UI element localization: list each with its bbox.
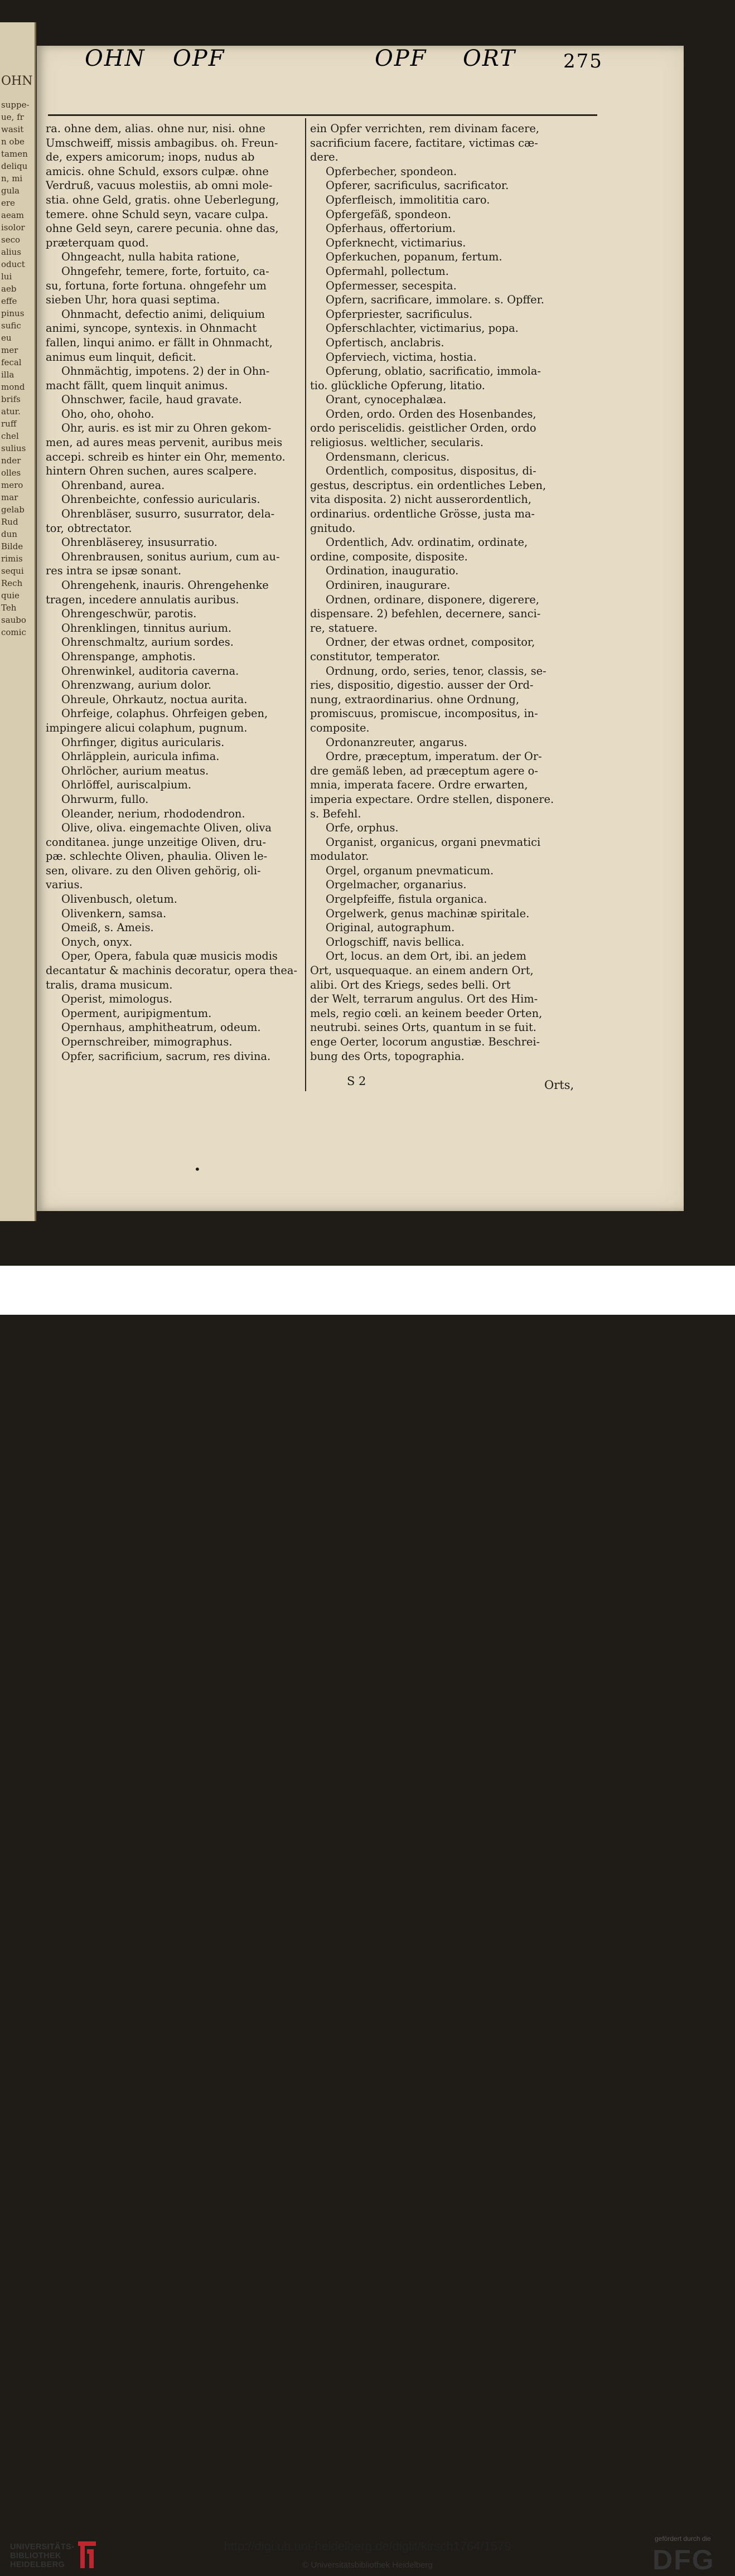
dictionary-line: Orlogschiff, navis bellica.: [326, 935, 465, 948]
dictionary-line: conditanea. junge unzeitige Oliven, dru-: [46, 835, 267, 849]
institution-line-1: UNIVERSITÄTS-: [10, 2543, 75, 2551]
dictionary-line: Ohrenspange, amphotis.: [61, 650, 196, 663]
dictionary-line: Orfe, orphus.: [326, 821, 399, 835]
margin-fragment: sulius: [1, 443, 26, 453]
running-head-1: OHN: [85, 46, 146, 71]
dictionary-line: bung des Orts, topographia.: [310, 1049, 465, 1063]
margin-fragment: ue, fr: [1, 112, 24, 122]
dictionary-line: Ohngeacht, nulla habita ratione,: [61, 250, 240, 264]
margin-fragment: gelab: [1, 505, 25, 515]
margin-fragment: Teh: [1, 603, 17, 613]
dictionary-line: ries, dispositio, digestio. ausser der Ord-: [310, 679, 534, 692]
dictionary-line: tralis, drama musicum.: [46, 978, 173, 991]
dictionary-line: macht fällt, quem linquit animus.: [46, 379, 228, 392]
dictionary-line: Ohrenband, aurea.: [61, 478, 165, 492]
dictionary-line: Ohngefehr, temere, forte, fortuito, ca-: [61, 264, 269, 278]
dictionary-line: enge Oerter, locorum angustiæ. Beschrei-: [310, 1035, 540, 1048]
dictionary-line: dre gemäß leben, ad præceptum agere o-: [310, 764, 538, 777]
margin-fragment: dun: [1, 529, 17, 539]
institution-line-2: BIBLIOTHEK: [10, 2551, 61, 2560]
dictionary-line: gnitudo.: [310, 521, 356, 535]
dictionary-line: Ohrenzwang, aurium dolor.: [61, 679, 212, 692]
dictionary-line: Opferviech, victima, hostia.: [326, 350, 477, 364]
dictionary-line: Ohrenklingen, tinnitus aurium.: [61, 621, 232, 635]
dictionary-line: dispensare. 2) befehlen, decernere, sanci-: [310, 607, 541, 621]
dictionary-line: Olivenkern, samsa.: [61, 907, 167, 920]
dictionary-line: Opferpriester, sacrificulus.: [326, 307, 473, 321]
catchword: Orts,: [544, 1078, 574, 1092]
dictionary-line: Ohrengeschwür, parotis.: [61, 607, 197, 621]
dictionary-line: Oper, Opera, fabula quæ musicis modis: [61, 950, 278, 963]
margin-fragment: chel: [1, 431, 19, 441]
source-url-link[interactable]: http://digi.ub.uni-heidelberg.de/diglit/kirsch1764/1579: [224, 2539, 511, 2553]
running-head-3: OPF: [375, 46, 427, 71]
margin-fragment: mero: [1, 480, 23, 490]
header-rule: [48, 114, 597, 116]
margin-fragment: n, mi: [1, 173, 23, 183]
dictionary-line: Ohrenbläser, susurro, susurrator, dela-: [61, 507, 275, 521]
dictionary-line: Opferbecher, spondeon.: [326, 164, 457, 178]
margin-fragment: brifs: [1, 394, 21, 404]
dictionary-line: Ohnschwer, facile, haud gravate.: [61, 393, 242, 406]
dictionary-line: Opfer, sacrificium, sacrum, res divina.: [61, 1049, 271, 1063]
dictionary-line: Ohr, auris. es ist mir zu Ohren gekom-: [61, 422, 272, 435]
dictionary-line: imperia expectare. Ordre stellen, disponere.: [310, 792, 554, 806]
dictionary-line: decantatur & machinis decoratur, opera thea-: [46, 964, 298, 977]
dictionary-line: animus eum linquit, deficit.: [46, 350, 196, 364]
dictionary-line: tio. glückliche Opferung, litatio.: [310, 379, 485, 392]
dictionary-line: Opfermesser, secespita.: [326, 279, 457, 292]
margin-fragment: Rech: [1, 578, 23, 588]
dictionary-line: tor, obtrectator.: [46, 521, 132, 535]
scanned-book-spread: [0, 0, 735, 1266]
margin-fragment: quie: [1, 590, 20, 601]
margin-fragment: comic: [1, 627, 26, 637]
margin-fragment: saubo: [1, 615, 26, 625]
copyright-notice: © Universitätsbibliothek Heidelberg: [302, 2560, 433, 2570]
dictionary-line: Ordentlich, Adv. ordinatim, ordinate,: [326, 536, 528, 549]
margin-fragment: Bilde: [1, 541, 23, 551]
dictionary-line: Opferer, sacrificulus, sacrificator.: [326, 179, 509, 192]
dictionary-line: Ort, locus. an dem Ort, ibi. an jedem: [326, 950, 526, 963]
margin-fragment: sequi: [1, 566, 24, 576]
dictionary-line: Umschweiff, missis ambagibus. oh. Freun-: [46, 136, 278, 149]
dictionary-line: Ordnen, ordinare, disponere, digerere,: [326, 593, 539, 606]
margin-fragment: lui: [1, 272, 12, 282]
dictionary-line: modulator.: [310, 850, 369, 863]
dictionary-line: Verdruß, vacuus molestiis, ab omni mole-: [46, 179, 273, 192]
dictionary-line: ein Opfer verrichten, rem divinam facere,: [310, 122, 539, 135]
margin-fragment: pinus: [1, 308, 25, 318]
dictionary-line: Olive, oliva. eingemachte Oliven, oliva: [61, 821, 272, 835]
dictionary-line: Ohrfinger, digitus auricularis.: [61, 735, 225, 749]
margin-fragment: oduct: [1, 259, 25, 269]
dictionary-line: Orgelwerk, genus machinæ spiritale.: [326, 907, 530, 920]
dictionary-line: Operist, mimologus.: [61, 992, 172, 1006]
running-head-2: OPF: [173, 46, 225, 71]
margin-fragment: deliqu: [1, 161, 28, 171]
funding-label: gefördert durch die: [655, 2535, 711, 2543]
dictionary-line: Opferhaus, offertorium.: [326, 222, 456, 235]
margin-fragment: seco: [1, 235, 21, 245]
dictionary-line: ohne Geld seyn, carere pecunia. ohne das,: [46, 222, 279, 235]
dictionary-line: Ordensmann, clericus.: [326, 450, 450, 463]
dictionary-line: gestus, descriptus. ein ordentliches Leben,: [310, 478, 547, 492]
dictionary-line: Oho, oho, ohoho.: [61, 407, 154, 420]
dictionary-line: religiosus. weltlicher, secularis.: [310, 436, 484, 449]
dictionary-line: Ordner, der etwas ordnet, compositor,: [326, 636, 535, 649]
dictionary-line: Ordination, inauguratio.: [326, 564, 459, 578]
page-number: 275: [563, 50, 603, 72]
dictionary-line: Orgelpfeiffe, fistula organica.: [326, 893, 487, 906]
dictionary-line: Ordiniren, inaugurare.: [326, 579, 451, 592]
dictionary-line: impingere alicui colaphum, pugnum.: [46, 721, 248, 734]
dictionary-line: su, fortuna, forte fortuna. ohngefehr um: [46, 279, 267, 292]
margin-fragment: aeb: [1, 284, 17, 294]
dictionary-line: Orgelmacher, organarius.: [326, 878, 467, 892]
margin-fragment: ere: [1, 198, 15, 208]
dictionary-line: præterquam quod.: [46, 236, 149, 249]
margin-fragment: suppe-: [1, 100, 30, 110]
dictionary-line: hintern Ohren suchen, aures scalpere.: [46, 464, 257, 478]
dictionary-line: Original, autographum.: [326, 921, 455, 934]
dictionary-line: mels, regio cœli. an keinem beeder Orten,: [310, 1006, 543, 1020]
margin-fragment: olles: [1, 468, 21, 478]
dictionary-line: Oleander, nerium, rhododendron.: [61, 807, 245, 820]
dictionary-line: Ordnung, ordo, series, tenor, classis, se-: [326, 664, 547, 677]
dictionary-line: tragen, incedere annulatis auribus.: [46, 593, 239, 606]
margin-fragment: nder: [1, 456, 21, 466]
margin-fragment: mond: [1, 382, 25, 392]
dictionary-line: Opernhaus, amphitheatrum, odeum.: [61, 1021, 261, 1034]
dictionary-line: Ohrlöffel, auriscalpium.: [61, 778, 192, 792]
dictionary-line: vita disposita. 2) nicht ausserordentlich,: [310, 493, 531, 506]
dictionary-line: sieben Uhr, hora quasi septima.: [46, 293, 220, 307]
dictionary-line: Opfern, sacrificare, immolare. s. Opffer.: [326, 293, 544, 307]
dictionary-line: pæ. schlechte Oliven, phaulia. Oliven le-: [46, 850, 268, 863]
dictionary-line: res intra se ipsæ sonant.: [46, 564, 181, 578]
dictionary-line: Ordre, præceptum, imperatum. der Or-: [326, 750, 542, 763]
dictionary-line: varius.: [46, 878, 83, 892]
dictionary-line: sacrificium facere, factitare, victimas cæ-: [310, 136, 538, 149]
margin-fragment: rimis: [1, 554, 23, 564]
dictionary-line: neutrubi. seines Orts, quantum in se fuit.: [310, 1021, 536, 1034]
dictionary-line: Ordonanzreuter, angarus.: [326, 735, 467, 749]
margin-fragment: alius: [1, 247, 21, 257]
dictionary-line: Ohrläpplein, auricula infima.: [61, 750, 220, 763]
running-head-4: ORT: [463, 46, 516, 71]
dictionary-line: Ohrengehenk, inauris. Ohrengehenke: [61, 579, 269, 592]
margin-fragment: n obe: [1, 137, 25, 147]
dfg-logo: DFG: [652, 2544, 715, 2575]
margin-fragment: Rud: [1, 517, 18, 527]
dictionary-line: Opferfleisch, immolititia caro.: [326, 193, 490, 206]
dictionary-line: Operment, auripigmentum.: [61, 1006, 212, 1020]
right-column: [310, 122, 594, 1063]
dictionary-line: Orden, ordo. Orden des Hosenbandes,: [326, 407, 536, 420]
dictionary-line: der Welt, terrarum angulus. Ort des Him-: [310, 992, 538, 1006]
margin-fragment: gula: [1, 186, 20, 196]
dictionary-line: stia. ohne Geld, gratis. ohne Ueberlegung,: [46, 193, 279, 206]
left-column: [46, 122, 300, 1063]
dictionary-line: Ohrenschmaltz, aurium sordes.: [61, 636, 234, 649]
dictionary-line: Omeiß, s. Ameis.: [61, 921, 154, 934]
left-page-edge: [0, 22, 36, 1221]
dictionary-line: alibi. Ort des Kriegs, sedes belli. Ort: [310, 978, 511, 991]
margin-fragment: effe: [1, 296, 17, 306]
dictionary-line: Opfertisch, anclabris.: [326, 336, 444, 349]
margin-fragment: illa: [1, 370, 14, 380]
dictionary-line: Opferung, oblatio, sacrificatio, immola-: [326, 365, 541, 378]
dictionary-line: ordo periscelidis. geistlicher Orden, ordo: [310, 422, 536, 435]
dictionary-line: mnia, imperata facere. Ordre erwarten,: [310, 778, 528, 792]
dictionary-line: Opfermahl, pollectum.: [326, 264, 449, 278]
dictionary-line: accepi. schreib es hinter ein Ohr, memento.: [46, 450, 286, 463]
margin-fragment: ruff: [1, 419, 17, 429]
margin-fragment: eu: [1, 333, 12, 343]
dictionary-line: Olivenbusch, oletum.: [61, 893, 177, 906]
dictionary-line: ra. ohne dem, alias. ohne nur, nisi. ohne: [46, 122, 265, 135]
dictionary-line: de, expers amicorum; inops, nudus ab: [46, 151, 255, 164]
dictionary-line: Ohrlöcher, aurium meatus.: [61, 764, 209, 777]
margin-fragment: atur.: [1, 406, 21, 417]
column-divider: [305, 118, 306, 1091]
margin-fragment: sufic: [1, 321, 21, 331]
dictionary-line: dere.: [310, 151, 339, 164]
dictionary-line: Orant, cynocephalæa.: [326, 393, 447, 406]
dictionary-line: sen, olivare. zu den Oliven gehörig, oli-: [46, 864, 261, 877]
dictionary-line: promiscuus, promiscue, incompositus, in-: [310, 707, 538, 720]
margin-fragment: tamen: [1, 149, 28, 159]
dictionary-line: Ohrenbrausen, sonitus aurium, cum au-: [61, 550, 280, 563]
margin-fragment: aeam: [1, 210, 24, 220]
dictionary-line: Ordentlich, compositus, dispositus, di-: [326, 464, 536, 478]
dictionary-line: ordinarius. ordentliche Grösse, justa ma-: [310, 507, 535, 521]
dictionary-line: constitutor, temperator.: [310, 650, 441, 663]
dictionary-line: fallen, linqui animo. er fällt in Ohnmacht,: [46, 336, 273, 349]
margin-fragment: wasit: [1, 124, 24, 134]
dictionary-line: Ohrenbeichte, confessio auricularis.: [61, 493, 260, 506]
margin-fragment: isolor: [1, 222, 25, 233]
dictionary-line: Ohreule, Ohrkautz, noctua aurita.: [61, 693, 248, 706]
dictionary-line: Onych, onyx.: [61, 935, 133, 948]
dictionary-line: Ort, usquequaque. an einem andern Ort,: [310, 964, 534, 977]
dictionary-line: Opernschreiber, mimographus.: [61, 1035, 233, 1048]
dictionary-line: amicis. ohne Schuld, exsors culpæ. ohne: [46, 164, 269, 178]
dictionary-line: Ohnmacht, defectio animi, deliquium: [61, 307, 265, 321]
margin-fragment: mar: [1, 492, 18, 502]
dictionary-line: Ohrfeige, colaphus. Ohrfeigen geben,: [61, 707, 268, 720]
dictionary-line: Ohrenbläserey, insusurratio.: [61, 536, 217, 549]
margin-fragment: fecal: [1, 357, 22, 367]
dictionary-line: Opferschlachter, victimarius, popa.: [326, 322, 519, 335]
dictionary-line: Opferkuchen, popanum, fertum.: [326, 250, 502, 264]
dictionary-line: nung, extraordinarius. ohne Ordnung,: [310, 693, 519, 706]
margin-fragment: OHN: [1, 74, 33, 88]
signature-mark: S 2: [347, 1074, 366, 1088]
dictionary-line: animi, syncope, syntexis. in Ohnmacht: [46, 322, 257, 335]
dictionary-line: ordine, composite, disposite.: [310, 550, 468, 563]
dictionary-line: Opfergefäß, spondeon.: [326, 207, 451, 221]
dictionary-line: s. Befehl.: [310, 807, 361, 820]
margin-fragment: mer: [1, 345, 18, 355]
dictionary-line: Ohrenwinkel, auditoria caverna.: [61, 664, 239, 677]
dictionary-line: Ohrwurm, fullo.: [61, 792, 149, 806]
dictionary-line: Organist, organicus, organi pnevmatici: [326, 835, 541, 849]
dictionary-line: composite.: [310, 721, 370, 734]
dictionary-line: Opferknecht, victimarius.: [326, 236, 466, 249]
institution-line-3: HEIDELBERG: [10, 2560, 65, 2569]
dictionary-line: Orgel, organum pnevmaticum.: [326, 864, 494, 877]
dictionary-line: re, statuere.: [310, 621, 378, 635]
dictionary-line: Ohnmächtig, impotens. 2) der in Ohn-: [61, 365, 270, 378]
dictionary-line: temere. ohne Schuld seyn, vacare culpa.: [46, 207, 269, 221]
page-dot: •: [194, 1163, 201, 1176]
library-footer: [0, 1266, 735, 2575]
dictionary-line: men, ad aures meas pervenit, auribus meis: [46, 436, 283, 449]
